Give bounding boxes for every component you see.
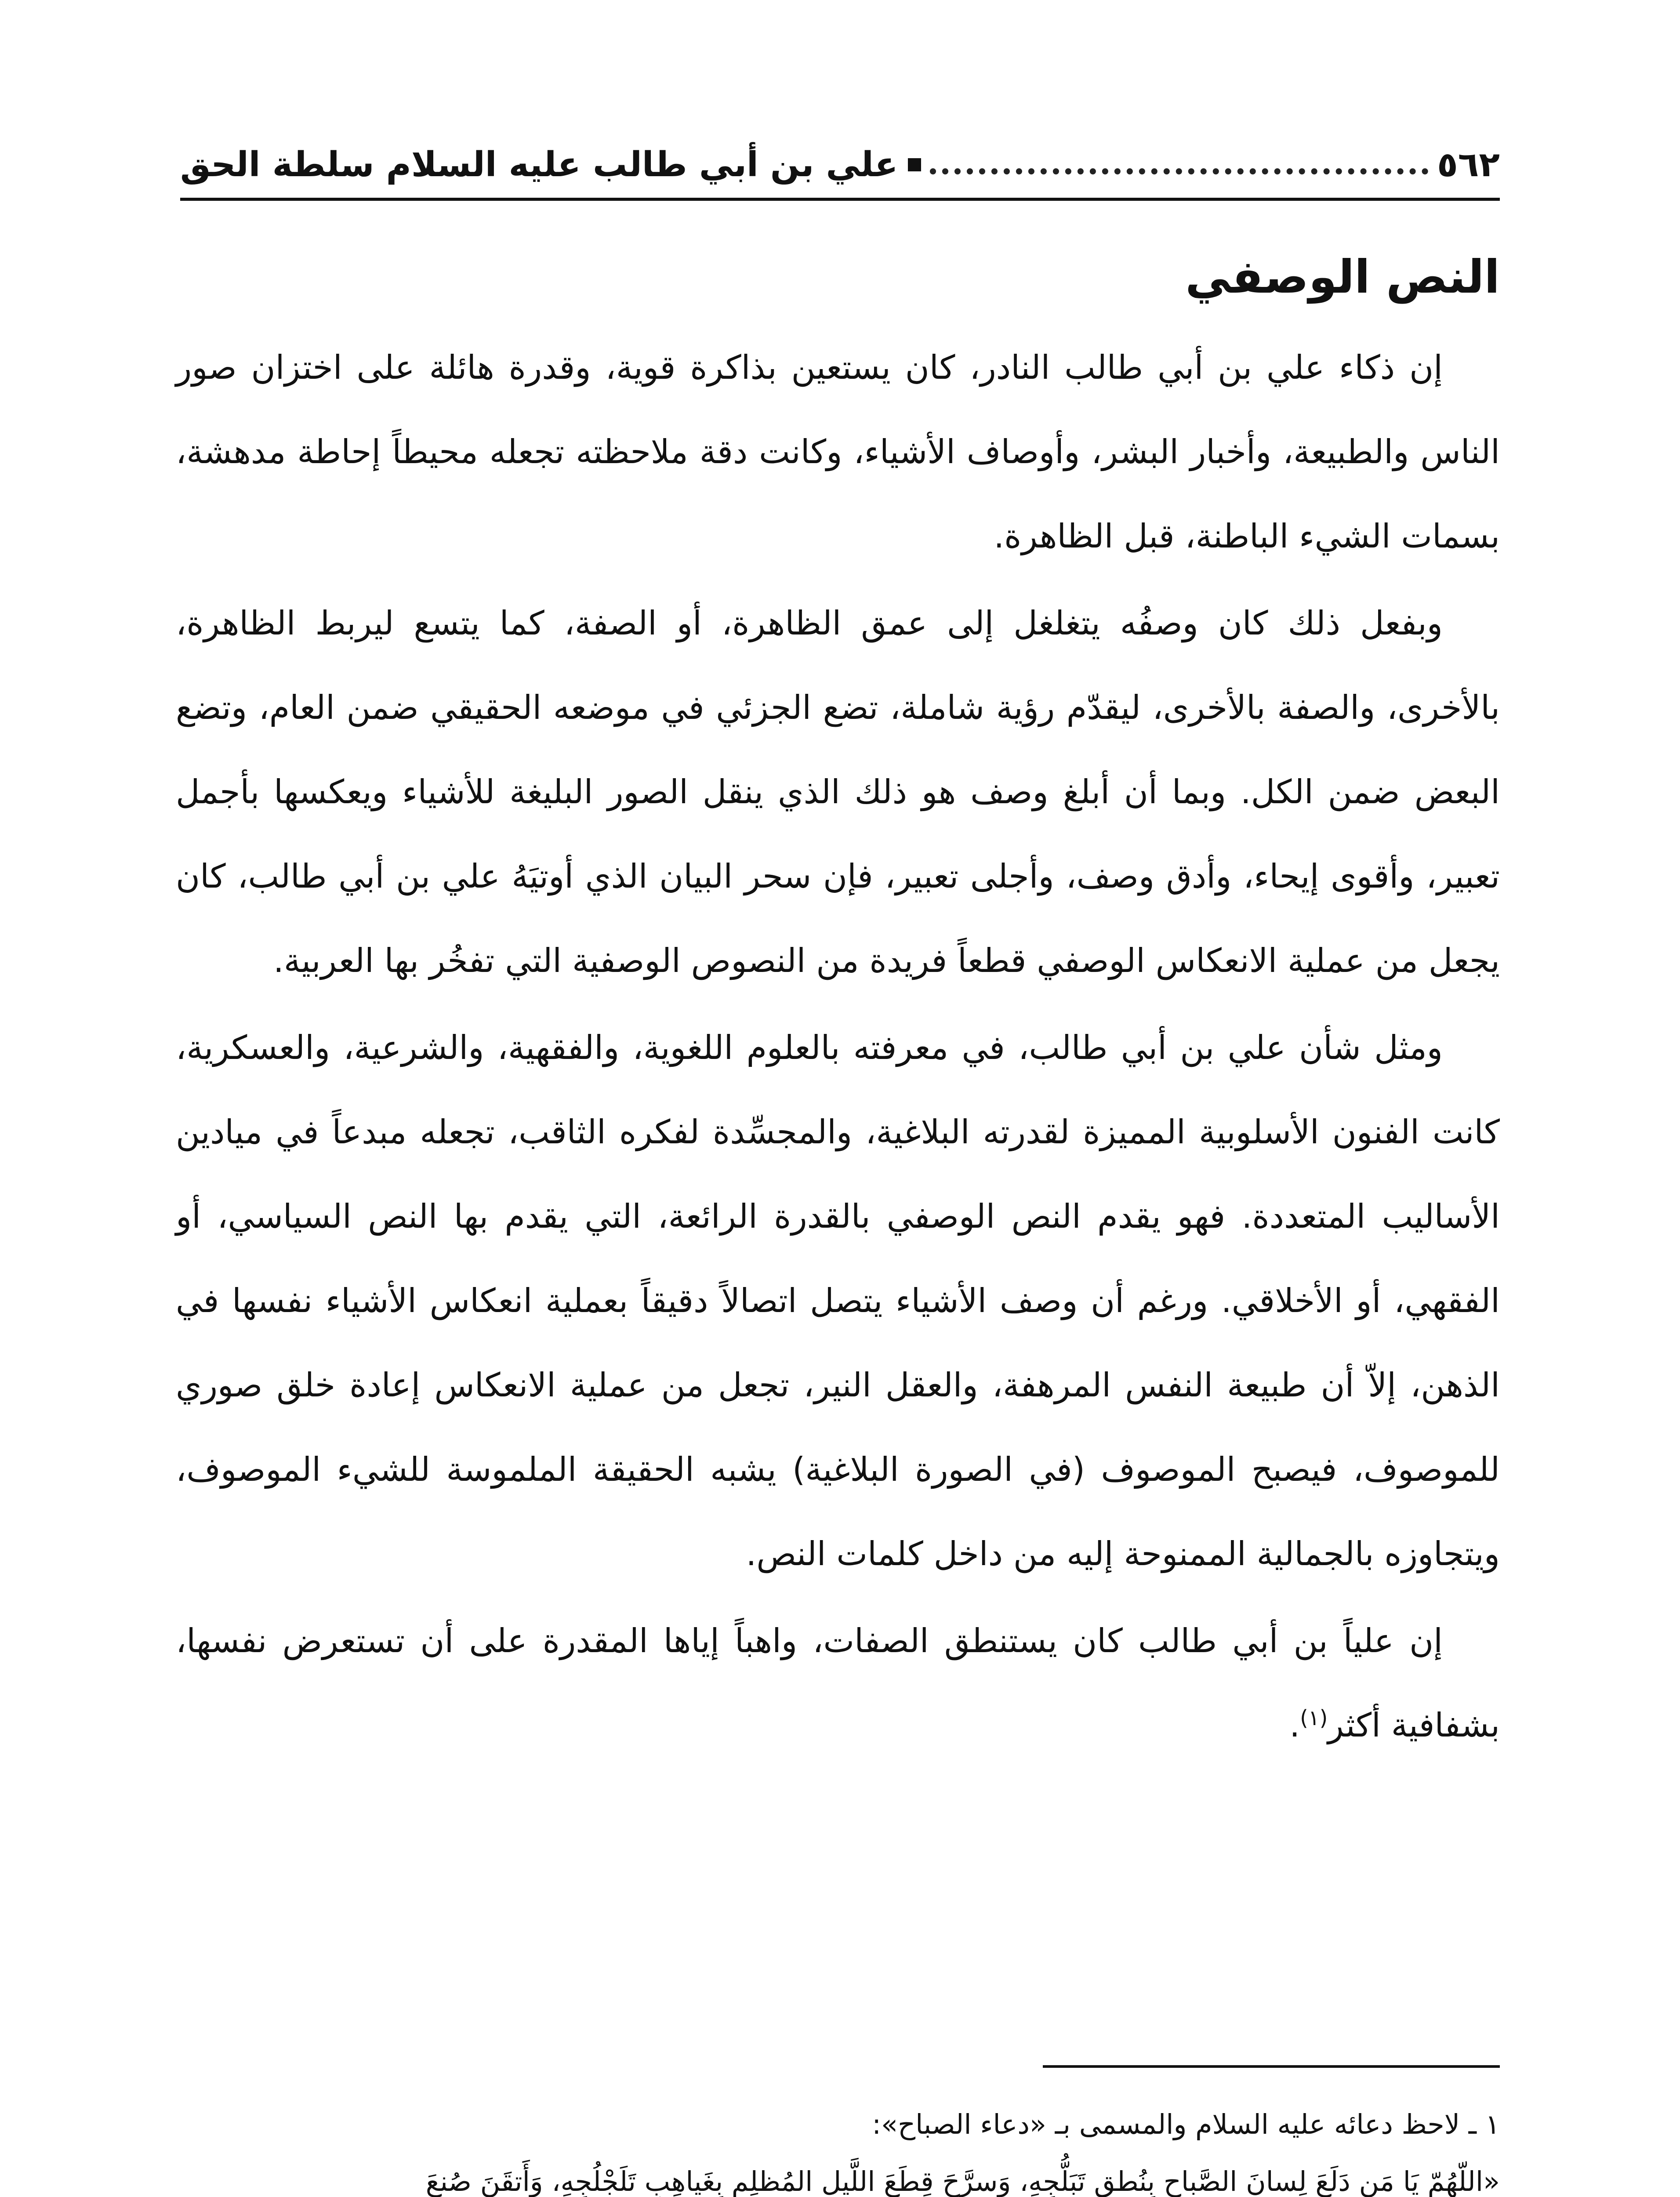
footnote-line-2: «اللّهُمّ يَا مَن دَلَعَ لِسانَ الصَّباحِ بِنُطقِ تَبَلُّجِهِ، وَسرَّحَ قِطَعَ اللَّيلِ المُظلِمِ بِغَياهِبِ تَلَجْلُجِهِ، وَأَتقَنَ صُنعَ xyxy=(425,2165,1500,2197)
paragraph: وبفعل ذلك كان وصفُه يتغلغل إلى عمق الظاهرة، أو الصفة، كما يتسع ليربط الظاهرة، بالأخرى، والصفة بالأخرى، ليقدّم رؤية شاملة، تضع الجزئي في موضعه الحقيقي ضمن العام، وتضع البعض ضمن الكل. وبما أن أبلغ وصف هو ذلك الذي ينقل الصور البليغة للأشياء ويعكسها بأجمل تعبير، وأقوى إيحاء، وأدق وصف، وأجلى تعبير، فإن سحر البيان الذي أوتيَهُ علي بن أبي طالب، كان يجعل من عملية الانعكاس الوصفي قطعاً فريدة من النصوص الوصفية التي تفخُر بها العربية. xyxy=(176,604,1500,980)
footnotes xyxy=(176,2096,1500,2197)
section-heading: النص الوصفي xyxy=(1185,250,1500,304)
paragraph: إن ذكاء علي بن أبي طالب النادر، كان يستعين بذاكرة قوية، وقدرة هائلة على اختزان صور الناس والطبيعة، وأخبار البشر، وأوصاف الأشياء، وكانت دقة ملاحظته تجعله محيطاً إحاطة مدهشة، بسمات الشيء الباطنة، قبل الظاهرة. xyxy=(176,348,1500,555)
running-head xyxy=(180,132,1500,201)
footnote-line-1: ١ ـ لاحظ دعائه عليه السلام والمسمى بـ «دعاء الصباح»: xyxy=(872,2108,1500,2140)
paragraph-text: إن علياً بن أبي طالب كان يستنطق الصفات، واهباً إياها المقدرة على أن تستعرض نفسها، بشفافية أكثر xyxy=(176,1621,1500,1744)
paragraph: ومثل شأن علي بن أبي طالب، في معرفته بالعلوم اللغوية، والفقهية، والشرعية، والعسكرية، كانت الفنون الأسلوبية المميزة لقدرته البلاغية، والمجسِّدة لفكره الثاقب، تجعله مبدعاً في ميادين الأساليب المتعددة. فهو يقدم النص الوصفي بالقدرة الرائعة، التي يقدم بها النص السياسي، أو الفقهي، أو الأخلاقي. ورغم أن وصف الأشياء يتصل اتصالاً دقيقاً بعملية انعكاس الأشياء نفسها في الذهن، إلاّ أن طبيعة النفس المرهفة، والعقل النير، تجعل من عملية الانعكاس إعادة خلق صوري للموصوف، فيصبح الموصوف (في الصورة البلاغية) يشبه الحقيقة الملموسة للشيء الموصوف، ويتجاوزه بالجمالية الممنوحة إليه من داخل كلمات النص. xyxy=(176,1028,1500,1573)
footnote-divider xyxy=(1043,2065,1500,2068)
square-bullet-icon xyxy=(908,158,921,171)
paragraph-with-footnote: إن علياً بن أبي طالب كان يستنطق الصفات، واهباً إياها المقدرة على أن تستعرض نفسها، بشفافية أكثر$^{(١)}$. xyxy=(176,1621,1500,1744)
leader-dots xyxy=(930,155,1429,174)
body-text xyxy=(176,325,1500,1770)
book-title: علي بن أبي طالب عليه السلام سلطة الحق xyxy=(180,145,898,185)
footnote-reference: (١) xyxy=(1300,1706,1328,1730)
page-number: ٥٦٢ xyxy=(1437,145,1500,185)
